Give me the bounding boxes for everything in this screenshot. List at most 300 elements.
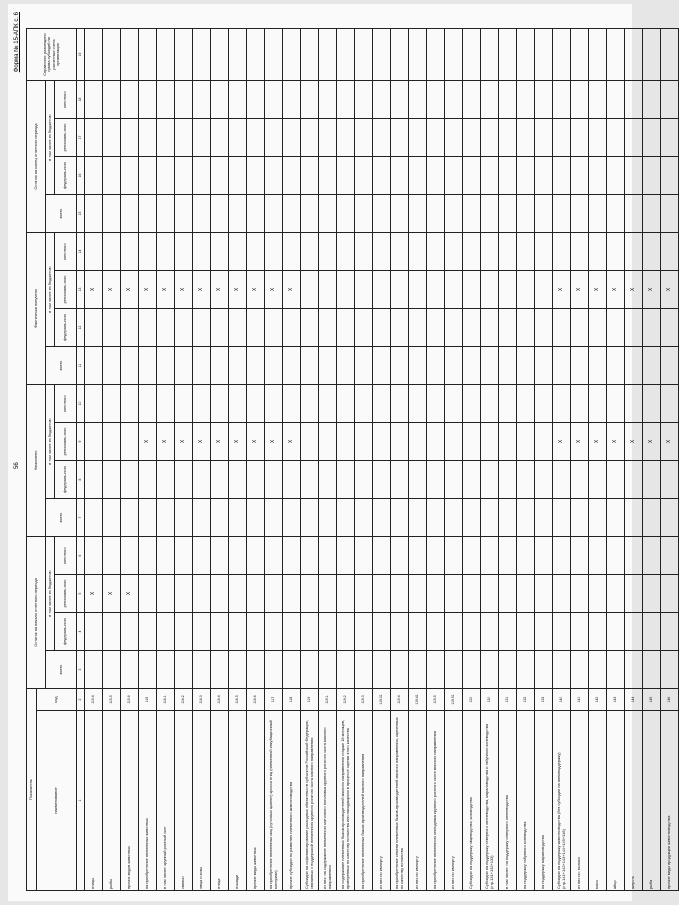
empty-cell bbox=[535, 29, 553, 81]
empty-cell bbox=[391, 119, 409, 157]
empty-cell bbox=[463, 537, 481, 575]
empty-cell bbox=[139, 499, 157, 537]
header-local: местного bbox=[55, 537, 77, 575]
empty-cell bbox=[283, 651, 301, 689]
empty-cell bbox=[337, 29, 355, 81]
row-label: Субсидии на софинансирование расходных обязательств субъектов Российской Федерации, связанных с поддержкой племенного крупного рогатого скота мясного направления bbox=[301, 711, 319, 891]
row-label: из них по импорту bbox=[445, 711, 463, 891]
header-budget-sub: в том числе из бюджетов: bbox=[46, 537, 55, 651]
row-label: на приобретение племенных животных bbox=[139, 711, 157, 891]
empty-cell bbox=[103, 461, 121, 499]
header-regional: региональ-ного bbox=[55, 271, 77, 309]
row-code: 119.41 bbox=[409, 689, 427, 711]
empty-cell bbox=[643, 157, 661, 195]
empty-cell bbox=[247, 537, 265, 575]
row-code: 117 bbox=[265, 689, 283, 711]
header-group-received: Фактически получено bbox=[27, 233, 46, 385]
table-row bbox=[391, 29, 409, 891]
empty-cell bbox=[319, 651, 337, 689]
empty-cell bbox=[247, 347, 265, 385]
empty-cell bbox=[445, 575, 463, 613]
empty-cell bbox=[301, 233, 319, 271]
empty-cell bbox=[157, 81, 175, 119]
empty-cell bbox=[355, 651, 373, 689]
empty-cell bbox=[643, 233, 661, 271]
empty-cell bbox=[103, 81, 121, 119]
empty-cell bbox=[499, 347, 517, 385]
column-number: 1 bbox=[77, 711, 85, 891]
row-label: из них по импорту bbox=[373, 711, 391, 891]
empty-cell bbox=[625, 157, 643, 195]
empty-cell bbox=[391, 651, 409, 689]
empty-cell bbox=[553, 233, 571, 271]
x-mark-cell: X bbox=[193, 423, 211, 461]
empty-cell bbox=[499, 195, 517, 233]
empty-cell bbox=[157, 613, 175, 651]
x-mark-cell: X bbox=[85, 271, 103, 309]
empty-cell bbox=[193, 195, 211, 233]
empty-cell bbox=[481, 195, 499, 233]
empty-cell bbox=[535, 423, 553, 461]
empty-cell bbox=[193, 385, 211, 423]
x-mark-cell: X bbox=[571, 423, 589, 461]
row-label: на приобретение семени племенных быков-производителей мясного направления, оцененных по качеству потомства bbox=[391, 711, 409, 891]
header-total: всего bbox=[46, 347, 77, 385]
table-row bbox=[607, 29, 625, 891]
empty-cell bbox=[571, 29, 589, 81]
empty-cell bbox=[481, 537, 499, 575]
table-row bbox=[103, 29, 121, 891]
empty-cell bbox=[661, 309, 679, 347]
empty-cell bbox=[211, 461, 229, 499]
empty-cell bbox=[283, 499, 301, 537]
x-mark-cell: X bbox=[607, 423, 625, 461]
x-mark-cell: X bbox=[625, 271, 643, 309]
empty-cell bbox=[499, 271, 517, 309]
row-label: на приобретение племенного молодняка крупного рогатого скота мясного направления bbox=[427, 711, 445, 891]
empty-cell bbox=[553, 29, 571, 81]
empty-cell bbox=[85, 157, 103, 195]
row-label: прочие виды животных bbox=[247, 711, 265, 891]
table-row bbox=[661, 29, 679, 891]
empty-cell bbox=[337, 157, 355, 195]
empty-cell bbox=[589, 461, 607, 499]
empty-cell bbox=[661, 29, 679, 81]
row-code: 145 bbox=[643, 689, 661, 711]
empty-cell bbox=[409, 195, 427, 233]
empty-cell bbox=[571, 81, 589, 119]
empty-cell bbox=[571, 575, 589, 613]
empty-cell bbox=[193, 461, 211, 499]
x-mark-cell: X bbox=[553, 271, 571, 309]
empty-cell bbox=[175, 29, 193, 81]
empty-cell bbox=[445, 81, 463, 119]
empty-cell bbox=[661, 195, 679, 233]
empty-cell bbox=[553, 651, 571, 689]
empty-cell bbox=[643, 613, 661, 651]
empty-cell bbox=[373, 461, 391, 499]
empty-cell bbox=[481, 309, 499, 347]
empty-cell bbox=[85, 195, 103, 233]
column-number: 4 bbox=[77, 613, 85, 651]
header-local: местного bbox=[55, 233, 77, 271]
empty-cell bbox=[553, 461, 571, 499]
column-number: 2 bbox=[77, 689, 85, 711]
empty-cell bbox=[121, 423, 139, 461]
empty-cell bbox=[265, 309, 283, 347]
empty-cell bbox=[481, 575, 499, 613]
empty-cell bbox=[193, 347, 211, 385]
empty-cell bbox=[445, 233, 463, 271]
x-mark-cell: X bbox=[625, 423, 643, 461]
empty-cell bbox=[535, 347, 553, 385]
empty-cell bbox=[211, 537, 229, 575]
empty-cell bbox=[499, 461, 517, 499]
empty-cell bbox=[481, 499, 499, 537]
empty-cell bbox=[553, 309, 571, 347]
empty-cell bbox=[427, 195, 445, 233]
row-label: свиньи bbox=[175, 711, 193, 891]
empty-cell bbox=[301, 29, 319, 81]
empty-cell bbox=[247, 119, 265, 157]
empty-cell bbox=[283, 347, 301, 385]
empty-cell bbox=[661, 575, 679, 613]
row-code: 132 bbox=[517, 689, 535, 711]
empty-cell bbox=[85, 651, 103, 689]
empty-cell bbox=[283, 233, 301, 271]
empty-cell bbox=[175, 461, 193, 499]
row-code: 133 bbox=[535, 689, 553, 711]
empty-cell bbox=[517, 119, 535, 157]
empty-cell bbox=[265, 29, 283, 81]
empty-cell bbox=[283, 29, 301, 81]
empty-cell bbox=[463, 461, 481, 499]
empty-cell bbox=[283, 309, 301, 347]
empty-cell bbox=[481, 385, 499, 423]
x-mark-cell: X bbox=[589, 423, 607, 461]
empty-cell bbox=[121, 385, 139, 423]
empty-cell bbox=[499, 613, 517, 651]
empty-cell bbox=[85, 537, 103, 575]
empty-cell bbox=[355, 233, 373, 271]
empty-cell bbox=[643, 29, 661, 81]
row-label: прочих видов животных bbox=[121, 711, 139, 891]
empty-cell bbox=[391, 271, 409, 309]
empty-cell bbox=[85, 385, 103, 423]
empty-cell bbox=[85, 233, 103, 271]
empty-cell bbox=[301, 613, 319, 651]
form-label: Форма № 15-АПК с. 6 bbox=[14, 12, 20, 73]
empty-cell bbox=[607, 651, 625, 689]
empty-cell bbox=[229, 613, 247, 651]
empty-cell bbox=[625, 537, 643, 575]
empty-cell bbox=[283, 461, 301, 499]
empty-cell bbox=[571, 119, 589, 157]
empty-cell bbox=[301, 195, 319, 233]
table-row bbox=[643, 29, 661, 891]
empty-cell bbox=[265, 347, 283, 385]
empty-cell bbox=[193, 309, 211, 347]
empty-cell bbox=[139, 309, 157, 347]
row-code: 116.1 bbox=[157, 689, 175, 711]
row-code: 143 bbox=[607, 689, 625, 711]
x-mark-cell: X bbox=[139, 423, 157, 461]
row-label: Субсидии на поддержку северного оленеводства, мараловодства и табунного коневодства (стр.131+132+133) bbox=[481, 711, 499, 891]
header-regional: региональ-ного bbox=[55, 423, 77, 461]
empty-cell bbox=[103, 537, 121, 575]
table-row bbox=[265, 29, 283, 891]
row-label: в том числе: крупный рогатый скот bbox=[157, 711, 175, 891]
header-budget-sub: в том числе из бюджетов: bbox=[46, 233, 55, 347]
empty-cell bbox=[535, 613, 553, 651]
empty-cell bbox=[571, 347, 589, 385]
empty-cell bbox=[517, 537, 535, 575]
table-row bbox=[301, 29, 319, 891]
empty-cell bbox=[481, 119, 499, 157]
empty-cell bbox=[499, 651, 517, 689]
empty-cell bbox=[337, 309, 355, 347]
empty-cell bbox=[391, 461, 409, 499]
empty-cell bbox=[265, 385, 283, 423]
table-row bbox=[121, 29, 139, 891]
table-row bbox=[175, 29, 193, 891]
empty-cell bbox=[121, 499, 139, 537]
row-code: 140 bbox=[553, 689, 571, 711]
empty-cell bbox=[229, 29, 247, 81]
row-label: Субсидии на поддержку животноводства (без субсидии на племподдержку) (стр.141+142+143+144+145+146) bbox=[553, 711, 571, 891]
empty-cell bbox=[355, 29, 373, 81]
column-numbers-row bbox=[77, 29, 85, 891]
empty-cell bbox=[121, 461, 139, 499]
row-label: прочие субсидии по развитию племенного животноводства bbox=[283, 711, 301, 891]
empty-cell bbox=[139, 81, 157, 119]
empty-cell bbox=[643, 651, 661, 689]
empty-cell bbox=[157, 347, 175, 385]
empty-cell bbox=[589, 119, 607, 157]
empty-cell bbox=[157, 499, 175, 537]
row-label: из них: на содержание племенного маточного поголовья крупного рогатого скота мясного направления bbox=[319, 711, 337, 891]
row-label: птицы bbox=[85, 711, 103, 891]
x-mark-cell: X bbox=[283, 271, 301, 309]
empty-cell bbox=[607, 347, 625, 385]
empty-cell bbox=[409, 575, 427, 613]
empty-cell bbox=[445, 651, 463, 689]
empty-cell bbox=[499, 81, 517, 119]
empty-cell bbox=[283, 119, 301, 157]
empty-cell bbox=[643, 195, 661, 233]
empty-cell bbox=[625, 195, 643, 233]
empty-cell bbox=[625, 651, 643, 689]
empty-cell bbox=[571, 309, 589, 347]
empty-cell bbox=[535, 575, 553, 613]
table-row bbox=[139, 29, 157, 891]
row-code: 116.4 bbox=[211, 689, 229, 711]
x-mark-cell: X bbox=[193, 271, 211, 309]
empty-cell bbox=[517, 81, 535, 119]
empty-cell bbox=[283, 537, 301, 575]
empty-cell bbox=[445, 157, 463, 195]
empty-cell bbox=[535, 81, 553, 119]
header-reference: Справочно: размещено сумма субсидий на расчетные счета организации bbox=[27, 29, 77, 81]
empty-cell bbox=[517, 461, 535, 499]
empty-cell bbox=[337, 499, 355, 537]
empty-cell bbox=[625, 613, 643, 651]
x-mark-cell: X bbox=[229, 423, 247, 461]
table-row bbox=[85, 29, 103, 891]
empty-cell bbox=[139, 195, 157, 233]
empty-cell bbox=[319, 157, 337, 195]
empty-cell bbox=[121, 651, 139, 689]
x-mark-cell: X bbox=[121, 575, 139, 613]
x-mark-cell: X bbox=[211, 423, 229, 461]
x-mark-cell: X bbox=[229, 271, 247, 309]
empty-cell bbox=[661, 461, 679, 499]
empty-cell bbox=[373, 271, 391, 309]
column-number: 19 bbox=[77, 29, 85, 81]
table-row bbox=[409, 29, 427, 891]
empty-cell bbox=[427, 423, 445, 461]
row-label: яйцо bbox=[607, 711, 625, 891]
empty-cell bbox=[535, 537, 553, 575]
empty-cell bbox=[337, 385, 355, 423]
row-label: из них по импорту bbox=[409, 711, 427, 891]
table-row bbox=[211, 29, 229, 891]
empty-cell bbox=[517, 651, 535, 689]
table-row bbox=[193, 29, 211, 891]
empty-cell bbox=[103, 613, 121, 651]
empty-cell bbox=[301, 423, 319, 461]
header-name: наименование bbox=[37, 711, 77, 891]
empty-cell bbox=[553, 499, 571, 537]
empty-cell bbox=[121, 29, 139, 81]
empty-cell bbox=[193, 81, 211, 119]
empty-cell bbox=[355, 271, 373, 309]
empty-cell bbox=[517, 195, 535, 233]
empty-cell bbox=[103, 29, 121, 81]
empty-cell bbox=[373, 309, 391, 347]
empty-cell bbox=[535, 157, 553, 195]
header-budget-sub: в том числе из бюджетов: bbox=[46, 385, 55, 499]
empty-cell bbox=[589, 81, 607, 119]
empty-cell bbox=[211, 347, 229, 385]
empty-cell bbox=[607, 157, 625, 195]
empty-cell bbox=[283, 195, 301, 233]
header-federal: федераль-ного bbox=[55, 461, 77, 499]
table-row bbox=[517, 29, 535, 891]
empty-cell bbox=[247, 195, 265, 233]
empty-cell bbox=[175, 309, 193, 347]
empty-cell bbox=[643, 461, 661, 499]
empty-cell bbox=[211, 81, 229, 119]
empty-cell bbox=[175, 233, 193, 271]
x-mark-cell: X bbox=[643, 423, 661, 461]
empty-cell bbox=[463, 613, 481, 651]
empty-cell bbox=[625, 29, 643, 81]
empty-cell bbox=[319, 423, 337, 461]
empty-cell bbox=[337, 81, 355, 119]
empty-cell bbox=[463, 385, 481, 423]
empty-cell bbox=[229, 499, 247, 537]
row-label: лошади bbox=[229, 711, 247, 891]
empty-cell bbox=[247, 29, 265, 81]
empty-cell bbox=[409, 347, 427, 385]
empty-cell bbox=[85, 499, 103, 537]
empty-cell bbox=[355, 119, 373, 157]
row-code: 119 bbox=[301, 689, 319, 711]
empty-cell bbox=[337, 651, 355, 689]
empty-cell bbox=[589, 29, 607, 81]
empty-cell bbox=[607, 309, 625, 347]
empty-cell bbox=[355, 461, 373, 499]
empty-cell bbox=[589, 385, 607, 423]
empty-cell bbox=[319, 537, 337, 575]
empty-cell bbox=[481, 347, 499, 385]
empty-cell bbox=[499, 119, 517, 157]
empty-cell bbox=[247, 81, 265, 119]
empty-cell bbox=[463, 195, 481, 233]
empty-cell bbox=[517, 575, 535, 613]
x-mark-cell: X bbox=[121, 271, 139, 309]
empty-cell bbox=[157, 537, 175, 575]
empty-cell bbox=[409, 309, 427, 347]
empty-cell bbox=[553, 613, 571, 651]
empty-cell bbox=[499, 157, 517, 195]
empty-cell bbox=[175, 195, 193, 233]
empty-cell bbox=[571, 613, 589, 651]
empty-cell bbox=[409, 233, 427, 271]
empty-cell bbox=[481, 461, 499, 499]
empty-cell bbox=[319, 499, 337, 537]
empty-cell bbox=[517, 613, 535, 651]
empty-cell bbox=[139, 461, 157, 499]
empty-cell bbox=[301, 651, 319, 689]
x-mark-cell: X bbox=[85, 575, 103, 613]
empty-cell bbox=[391, 29, 409, 81]
empty-cell bbox=[229, 537, 247, 575]
empty-cell bbox=[499, 29, 517, 81]
empty-cell bbox=[427, 233, 445, 271]
row-label: на поддержку табунного коневодства bbox=[517, 711, 535, 891]
empty-cell bbox=[661, 347, 679, 385]
table-row bbox=[319, 29, 337, 891]
header-federal: федераль-ного bbox=[55, 309, 77, 347]
table-row bbox=[589, 29, 607, 891]
empty-cell bbox=[355, 157, 373, 195]
empty-cell bbox=[625, 347, 643, 385]
empty-cell bbox=[427, 499, 445, 537]
table-row bbox=[337, 29, 355, 891]
empty-cell bbox=[445, 309, 463, 347]
empty-cell bbox=[409, 385, 427, 423]
empty-cell bbox=[355, 347, 373, 385]
empty-cell bbox=[103, 651, 121, 689]
table-row bbox=[463, 29, 481, 891]
table-row bbox=[481, 29, 499, 891]
empty-cell bbox=[301, 157, 319, 195]
empty-cell bbox=[391, 537, 409, 575]
empty-cell bbox=[247, 499, 265, 537]
empty-cell bbox=[373, 423, 391, 461]
empty-cell bbox=[391, 423, 409, 461]
empty-cell bbox=[85, 81, 103, 119]
empty-cell bbox=[571, 499, 589, 537]
row-code: 130 bbox=[481, 689, 499, 711]
empty-cell bbox=[139, 537, 157, 575]
empty-cell bbox=[85, 423, 103, 461]
x-mark-cell: X bbox=[643, 271, 661, 309]
empty-cell bbox=[373, 499, 391, 537]
empty-cell bbox=[589, 499, 607, 537]
